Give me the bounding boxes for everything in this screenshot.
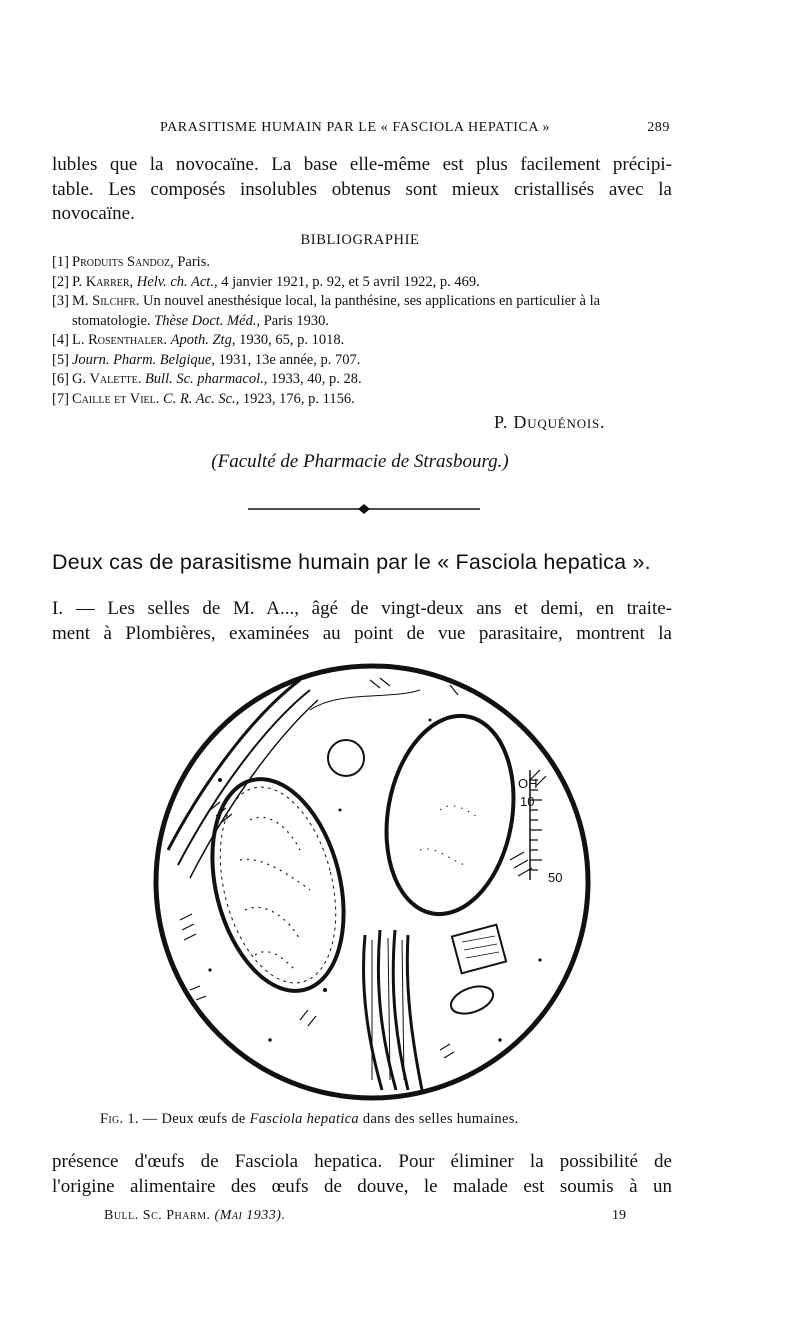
paragraph-intro — [52, 597, 672, 646]
paragraph-continued — [52, 153, 672, 227]
text-line: ment à Plombières, examinées au point de vue parasitaire, montrent la — [52, 622, 672, 644]
reference-item: [1] Produits Sandoz, Paris. — [52, 254, 210, 270]
signature-mark: 19 — [612, 1208, 626, 1223]
article-title: Deux cas de parasitisme humain par le « Fasciola hepatica ». — [52, 550, 651, 574]
figure-caption: Fig. 1. — Deux œufs de Fasciola hepatica dans des selles humaines. — [100, 1111, 519, 1127]
reference-item: [4] L. Rosenthaler. Apoth. Ztg, 1930, 65, p. 1018. — [52, 332, 345, 348]
author-signature: P. Duquénois. — [494, 412, 606, 432]
reference-item: [7] Caille et Viel. C. R. Ac. Sc., 1923, 176, p. 1156. — [52, 390, 355, 407]
section-divider — [248, 503, 480, 515]
page-number: 289 — [647, 120, 670, 135]
reference-list — [52, 253, 677, 409]
text-line: présence d'œufs de Fasciola hepatica. Pour éliminer la possibilité de — [52, 1151, 672, 1172]
bibliography-heading: BIBLIOGRAPHIE — [300, 232, 420, 248]
microscope-figure — [150, 660, 594, 1104]
paragraph-continued-after-figure — [52, 1150, 672, 1199]
text-line: l'origine alimentaire des œufs de douve, le malade est soumis à un — [52, 1175, 672, 1197]
text-line: table. Les composés insolubles obtenus sont mieux cristallisés avec la — [52, 178, 672, 200]
journal-name: Bull. Sc. Pharm. (Mai 1933). — [104, 1208, 286, 1223]
reference-item: [6] G. Valette. Bull. Sc. pharmacol., 1933, 40, p. 28. — [52, 371, 362, 387]
reference-item: [2] P. Karrer, Helv. ch. Act., 4 janvier 1921, p. 92, et 5 avril 1922, p. 469. — [52, 273, 480, 290]
author-affiliation: (Faculté de Pharmacie de Strasbourg.) — [211, 451, 509, 472]
reference-item: [3] M. Silchfr. Un nouvel anesthésique local, la panthésine, ses applications en particulier à la stomatologie. Thèse Doct. Méd., Paris 1930. — [52, 293, 601, 329]
scale-label: 50 — [548, 870, 563, 885]
text-line: novocaïne. — [52, 203, 135, 224]
reference-item: [5] Journ. Pharm. Belgique, 1931, 13e année, p. 707. — [52, 351, 361, 368]
scale-label: OH — [518, 776, 538, 791]
text-line: lubles que la novocaïne. La base elle-même est plus facilement précipi- — [52, 154, 672, 175]
scale-label: 10 — [520, 794, 535, 809]
text-line: I. — Les selles de M. A..., âgé de vingt-deux ans et demi, en traite- — [52, 598, 672, 619]
running-head-title: PARASITISME HUMAIN PAR LE « FASCIOLA HEPATICA » — [160, 120, 551, 135]
